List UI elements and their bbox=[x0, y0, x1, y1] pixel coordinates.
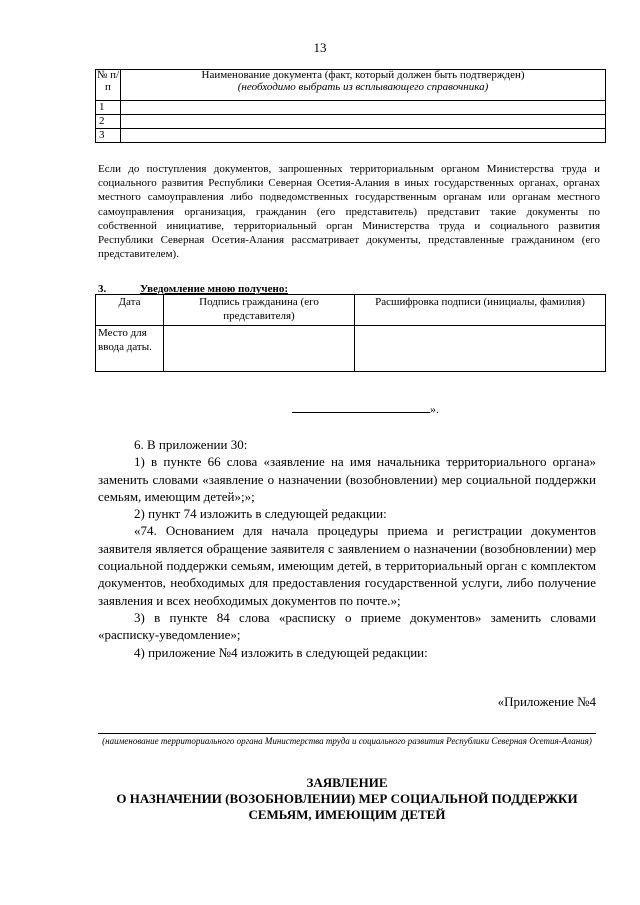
item-2: 2) пункт 74 изложить в следующей редакции: bbox=[134, 506, 387, 522]
application-heading bbox=[98, 775, 596, 823]
column-header-signature: Подпись гражданина (его представителя) bbox=[164, 295, 355, 326]
document-name-cell[interactable] bbox=[121, 101, 606, 115]
item-6: 6. В приложении 30: bbox=[134, 437, 248, 452]
page-number: 13 bbox=[313, 40, 327, 55]
closing-blank-line bbox=[292, 401, 439, 417]
document-name-header: Наименование документа (факт, который должен быть подтвержден) bbox=[201, 69, 525, 81]
documents-paragraph: Если до поступления документов, запрошенных территориальным органом Министерства труда и социального развития Республики Северная Осетия-Алания в иных государственных органах, органах местного самоуправления либо подведомственных государственным органам или органам местного самоуправления организация, гражданин (его представитель) представит такие документы по собственной инициативе, территориальный орган Министерства труда и социального развития Республики Северная Осетия-Алания рассматривает документы, представленные гражданином (его представителем). bbox=[98, 163, 600, 261]
heading-line-3: СЕМЬЯМ, ИМЕЮЩИМ ДЕТЕЙ bbox=[248, 807, 446, 822]
date-input-cell[interactable]: Место для ввода даты. bbox=[96, 326, 164, 372]
item-4: 4) приложение №4 изложить в следующей редакции: bbox=[134, 644, 428, 660]
table-row bbox=[96, 115, 606, 129]
amendments-text bbox=[98, 436, 596, 661]
closing-quote: ». bbox=[430, 402, 439, 416]
notice-table bbox=[95, 294, 606, 372]
column-header-date: Дата bbox=[96, 295, 164, 326]
column-header-number: № п/п bbox=[96, 70, 121, 101]
item-74-text: «74. Основанием для начала процедуры приема и регистрации документов заявителя является обращение заявителя с заявлением о назначении (возобновлении) мер социальной поддержки семьям, имеющим детей, в территориальный орган с комплектом документов, необходимых для предоставления государственной услуги, либо получение заявления и всех необходимых документов по почте.»; bbox=[98, 523, 596, 608]
decoding-cell[interactable] bbox=[355, 326, 606, 372]
blank-underline bbox=[292, 401, 430, 413]
document-name-cell[interactable] bbox=[121, 129, 606, 143]
organization-name-line[interactable] bbox=[98, 733, 596, 734]
row-number: 3 bbox=[96, 129, 121, 143]
item-3: 3) в пункте 84 слова «расписку о приеме документов» заменить словами «расписку-уведомление»; bbox=[98, 609, 596, 643]
document-name-cell[interactable] bbox=[121, 115, 606, 129]
column-header-document-name bbox=[121, 70, 606, 101]
item-1: 1) в пункте 66 слова «заявление на имя начальника территориального органа» заменить словами «заявление о назначении (возобновлении) мер социальной поддержки семьям, имеющим детей»;»; bbox=[98, 454, 596, 504]
organization-caption: (наименование территориального органа Министерства труда и социального развития Республики Северная Осетия-Алания) bbox=[102, 736, 592, 746]
table-row bbox=[96, 101, 606, 115]
section-title: Уведомление мною получено: bbox=[140, 283, 288, 295]
row-number: 1 bbox=[96, 101, 121, 115]
document-name-hint: (необходимо выбрать из всплывающего справочника) bbox=[237, 80, 489, 93]
documents-table bbox=[95, 69, 606, 143]
heading-line-1: ЗАЯВЛЕНИЕ bbox=[306, 775, 388, 790]
heading-line-2: О НАЗНАЧЕНИИ (ВОЗОБНОВЛЕНИИ) МЕР СОЦИАЛЬНОЙ ПОДДЕРЖКИ bbox=[116, 791, 578, 806]
table-row bbox=[96, 129, 606, 143]
section-number: 3. bbox=[98, 283, 107, 295]
appendix-title: «Приложение №4 bbox=[497, 694, 596, 709]
column-header-decoding: Расшифровка подписи (инициалы, фамилия) bbox=[355, 295, 606, 326]
row-number: 2 bbox=[96, 115, 121, 129]
signature-cell[interactable] bbox=[164, 326, 355, 372]
